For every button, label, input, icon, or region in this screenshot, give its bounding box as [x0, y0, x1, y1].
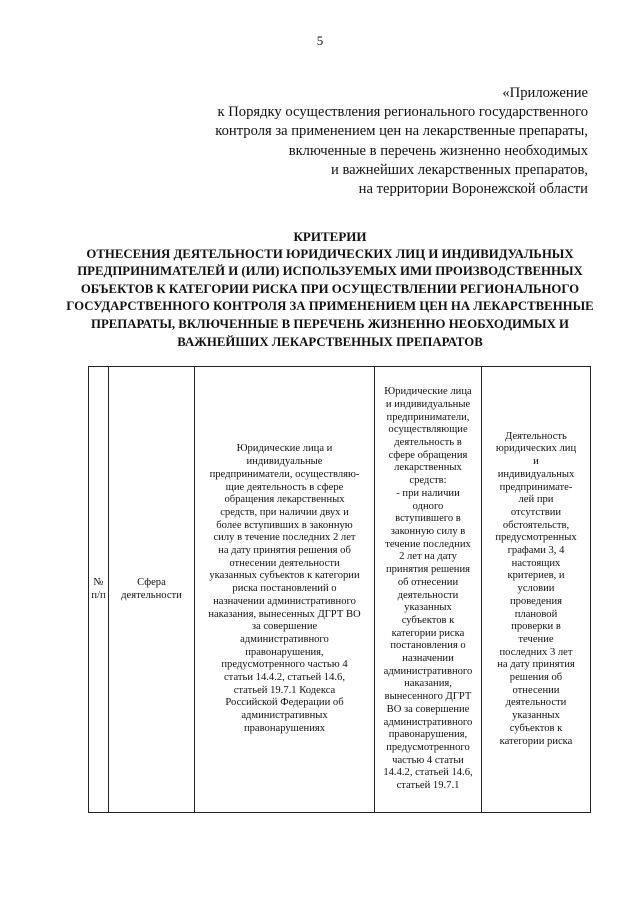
cell-line: указанных субъектов к категории [209, 570, 360, 582]
cell-line: правонарушениях [243, 722, 326, 734]
cell-line: обстоятельств, [502, 519, 570, 531]
cell-line: Деятельность [505, 430, 567, 442]
cell-line: субъектов к [509, 722, 563, 734]
cell-line: за совершение [251, 621, 318, 633]
title-line: ОБЪЕКТОВ К КАТЕГОРИИ РИСКА ПРИ ОСУЩЕСТВЛЕНИИ РЕГИОНАЛЬНОГО [80, 281, 580, 296]
cell-line: 2 лет на дату [399, 551, 457, 563]
cell-line: отнесении деятельности [229, 557, 340, 569]
cell-line: субъектов к [401, 614, 455, 626]
cell-line: наказания, вынесенных ДГРТ ВО [208, 608, 361, 620]
cell-line: графами 3, 4 [507, 545, 565, 557]
cell-line: статьи 14.4.2, статьей 14.6, [223, 672, 345, 684]
high-risk-criteria-cell [195, 367, 375, 813]
cell-line: административного [383, 665, 473, 677]
appendix-line: и важнейших лекарственных препаратов, [330, 161, 588, 178]
cell-line: индивидуальные [246, 456, 323, 468]
cell-line: плановой [514, 608, 558, 620]
cell-line: средств: [409, 475, 447, 487]
cell-line: назначении [402, 653, 454, 665]
cell-line: лекарственных [394, 462, 462, 474]
cell-line: постановления о [390, 640, 466, 652]
cell-line: предусмотренного частью 4 [221, 659, 348, 671]
title-line: ГОСУДАРСТВЕННОГО КОНТРОЛЯ ЗА ПРИМЕНЕНИЕМ ЦЕН НА ЛЕКАРСТВЕННЫЕ [66, 299, 594, 314]
cell-line: указанных [404, 602, 452, 614]
page-number: 5 [316, 33, 324, 48]
cell-line: силу в течение последних 2 лет [213, 532, 356, 544]
cell-line: юридических лиц [495, 443, 577, 455]
title-line: ПРЕДПРИНИМАТЕЛЕЙ И (ИЛИ) ИСПОЛЬЗУЕМЫХ ИМИ ПРОИЗВОДСТВЕННЫХ [77, 264, 583, 279]
cell-line: предприниматели, осуществляю- [209, 468, 360, 480]
cell-line: индивидуальных [497, 468, 575, 480]
cell-line: Российской Федерации об [225, 697, 344, 709]
cell-line: щие деятельность в сфере [225, 481, 344, 493]
cell-line: последних 3 лет [499, 646, 573, 658]
cell-line: условии [517, 583, 555, 595]
cell-line: Юридические лица [384, 386, 472, 398]
cell-line: критериев, и [507, 570, 565, 582]
cell-line: № [93, 576, 104, 588]
cell-line: деятельности [121, 589, 182, 601]
cell-line: на дату принятия [497, 659, 575, 671]
cell-line: предусмотренных [495, 532, 577, 544]
cell-line: вступившего в [395, 513, 461, 525]
appendix-line: контроля за применением цен на лекарственные препараты, [215, 123, 588, 140]
criteria-table [88, 366, 591, 813]
cell-line: - при наличии [396, 487, 460, 499]
cell-line: ВО за совершение [386, 703, 470, 715]
cell-line: статьей 19.7.1 [396, 780, 460, 792]
cell-line: категории риска [499, 735, 573, 747]
cell-line: деятельности [397, 589, 459, 601]
cell-line: указанных [512, 710, 560, 722]
appendix-line: «Приложение [502, 85, 588, 101]
cell-line: отнесении [512, 684, 560, 696]
title-heading: КРИТЕРИИ [293, 229, 367, 244]
cell-line: отсутствии [510, 506, 562, 518]
cell-line: сфере обращения [388, 449, 468, 461]
cell-line: деятельности [505, 697, 567, 709]
number-cell [89, 367, 109, 813]
title-line: ПРЕПАРАТЫ, ВКЛЮЧЕННЫЕ В ПЕРЕЧЕНЬ ЖИЗНЕННО НЕОБХОДИМЫХ И [90, 316, 570, 331]
cell-line: на дату принятия решения об [218, 545, 351, 557]
cell-line: Юридические лица и [236, 443, 333, 455]
cell-line: и [533, 456, 539, 468]
document-title [60, 228, 600, 351]
title-line: ОТНЕСЕНИЯ ДЕЯТЕЛЬНОСТИ ЮРИДИЧЕСКИХ ЛИЦ И ИНДИВИДУАЛЬНЫХ [86, 246, 574, 261]
cell-line: правонарушения, [388, 729, 468, 741]
activity-sphere-cell [109, 367, 195, 813]
appendix-header [148, 84, 588, 199]
cell-line: одного [412, 500, 444, 512]
cell-line: течение последних [385, 538, 471, 550]
cell-line: категории риска [391, 627, 465, 639]
cell-line: предпринимате- [499, 481, 573, 493]
cell-line: деятельность в [394, 437, 462, 449]
cell-line: проверки в [511, 621, 561, 633]
cell-line: обращения лекарственных [224, 494, 345, 506]
cell-line: принятия решения [385, 564, 471, 576]
cell-line: течение [518, 633, 554, 645]
cell-line: предусмотренного [386, 741, 470, 753]
title-line: ВАЖНЕЙШИХ ЛЕКАРСТВЕННЫХ ПРЕПАРАТОВ [177, 334, 483, 349]
cell-line: статьей 19.7.1 Кодекса [233, 684, 336, 696]
cell-line: 14.4.2, статьей 14.6, [383, 767, 473, 779]
cell-line: правонарушения, [245, 646, 324, 658]
cell-line: и индивидуальные [385, 398, 471, 410]
cell-line: Сфера [137, 576, 166, 588]
appendix-line: включенные в перечень жизненно необходимых [288, 142, 588, 159]
cell-line: более вступивших в законную [216, 519, 353, 531]
medium-risk-criteria-cell [375, 367, 482, 813]
cell-line: настоящих [511, 557, 561, 569]
appendix-line: на территории Воронежской области [358, 181, 588, 198]
cell-line: административных [241, 710, 328, 722]
appendix-line: к Порядку осуществления регионального государственного [217, 104, 588, 121]
cell-line: предприниматели, [386, 411, 470, 423]
cell-line: вынесенного ДГРТ [384, 691, 472, 703]
cell-line: наказания, [404, 678, 452, 690]
cell-line: п/п [91, 589, 106, 601]
cell-line: риска постановлений о [232, 583, 337, 595]
cell-line: лей при [518, 494, 554, 506]
table-row [89, 367, 591, 813]
cell-line: об отнесении [397, 576, 459, 588]
low-risk-criteria-cell [482, 367, 591, 813]
cell-line: средств, при наличии двух и [220, 506, 349, 518]
cell-line: осуществляющие [388, 424, 468, 436]
cell-line: назначении административного [213, 595, 356, 607]
cell-line: законную силу в [390, 525, 466, 537]
cell-line: административного [240, 633, 329, 645]
cell-line: решения об [509, 672, 563, 684]
cell-line: административного [383, 716, 473, 728]
cell-line: частью 4 статьи [392, 754, 464, 766]
cell-line: проведения [509, 595, 563, 607]
